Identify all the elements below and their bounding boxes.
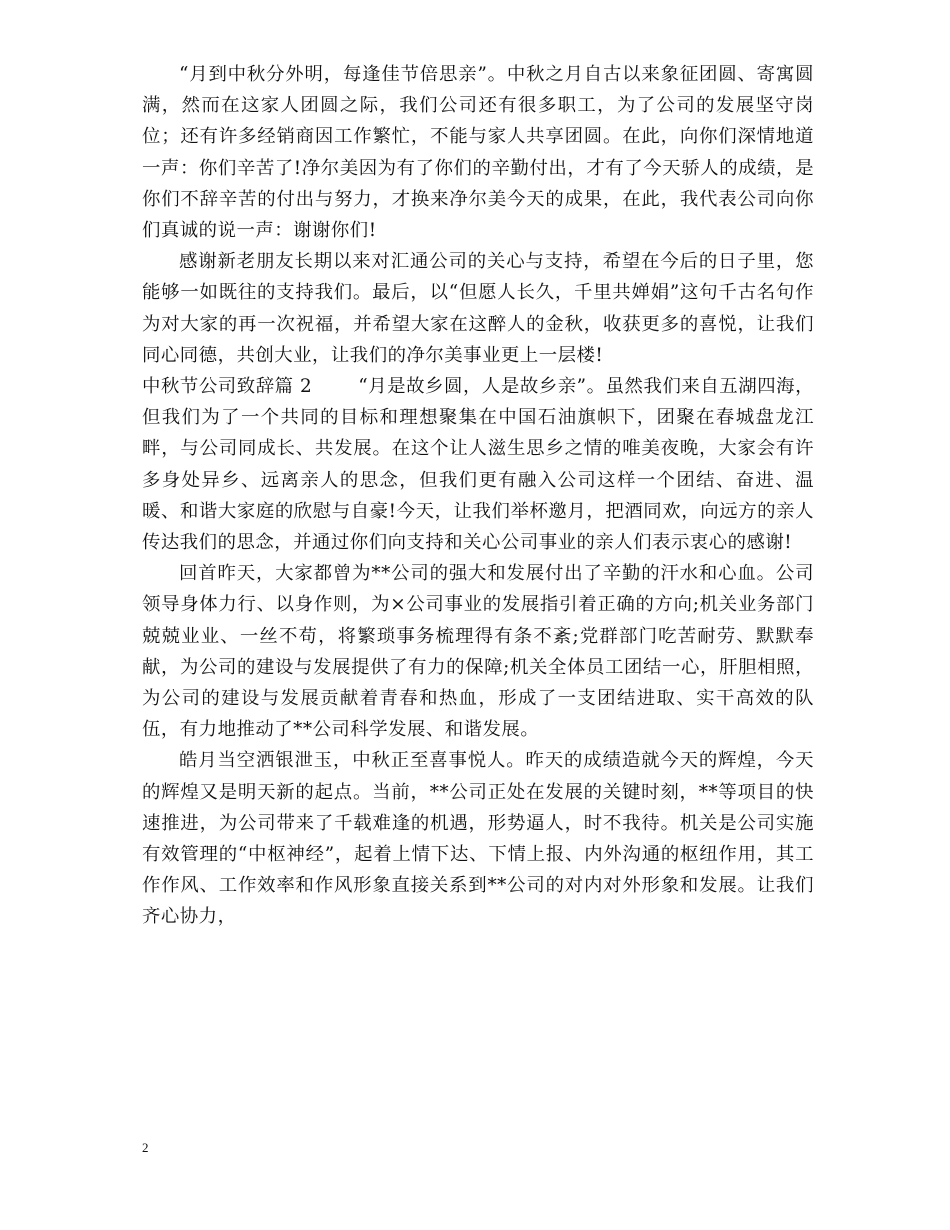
paragraph-2: 感谢新老朋友长期以来对汇通公司的关心与支持，希望在今后的日子里，您能够一如既往的支持我们。最后，以“但愿人长久，千里共婵娟”这句千古名句作为对大家的再一次祝福，并希望大家在这醉人的金秋，收获更多的喜悦，让我们同心同德，共创大业，让我们的净尔美事业更上一层楼!: [142, 251, 814, 366]
paragraph-1: “月到中秋分外明，每逢佳节倍思亲”。中秋之月自古以来象征团圆、寄寓圆满，然而在这家人团圆之际，我们公司还有很多职工，为了公司的发展坚守岗位；还有许多经销商因工作繁忙，不能与家人共享团圆。在此，向你们深情地道一声：你们辛苦了!净尔美因为有了你们的辛勤付出，才有了今天骄人的成绩，是你们不辞辛苦的付出与努力，才换来净尔美今天的成果，在此，我代表公司向你们真诚的说一声：谢谢你们!: [142, 64, 814, 242]
paragraph-4: 回首昨天，大家都曾为**公司的强大和发展付出了辛勤的汗水和心血。公司领导身体力行、以身作则，为×公司事业的发展指引着正确的方向;机关业务部门兢兢业业、一丝不苟，将繁琐事务梳理得有条不紊;党群部门吃苦耐劳、默默奉献，为公司的建设与发展提供了有力的保障;机关全体员工团结一心，肝胆相照，为公司的建设与发展贡献着青春和热血，形成了一支团结进取、实干高效的队伍，有力地推动了**公司科学发展、和谐发展。: [142, 563, 814, 741]
document-body: [142, 59, 814, 933]
paragraph-3: [142, 371, 814, 558]
page-number: 2: [142, 1140, 149, 1155]
paragraph-3-text: “月是故乡圆，人是故乡亲”。虽然我们来自五湖四海，但我们为了一个共同的目标和理想聚集在中国石油旗帜下，团聚在春城盘龙江畔，与公司同成长、共发展。在这个让人滋生思乡之情的唯美夜晚，大家会有许多身处异乡、远离亲人的思念，但我们更有融入公司这样一个团结、奋进、温暖、和谐大家庭的欣慰与自豪!今天，让我们举杯邀月，把酒同欢，向远方的亲人传达我们的思念，并通过你们向支持和关心公司事业的亲人们表示衷心的感谢!: [142, 376, 815, 554]
paragraph-5: 皓月当空洒银泄玉，中秋正至喜事悦人。昨天的成绩造就今天的辉煌，今天的辉煌又是明天新的起点。当前，**公司正处在发展的关键时刻，**等项目的快速推进，为公司带来了千载难逢的机遇，形势逼人，时不我待。机关是公司实施有效管理的“中枢神经”，起着上情下达、下情上报、内外沟通的枢纽作用，其工作作风、工作效率和作风形象直接关系到**公司的对内对外形象和发展。让我们齐心协力，: [142, 750, 814, 928]
section-heading: 中秋节公司致辞篇 2: [142, 376, 313, 398]
